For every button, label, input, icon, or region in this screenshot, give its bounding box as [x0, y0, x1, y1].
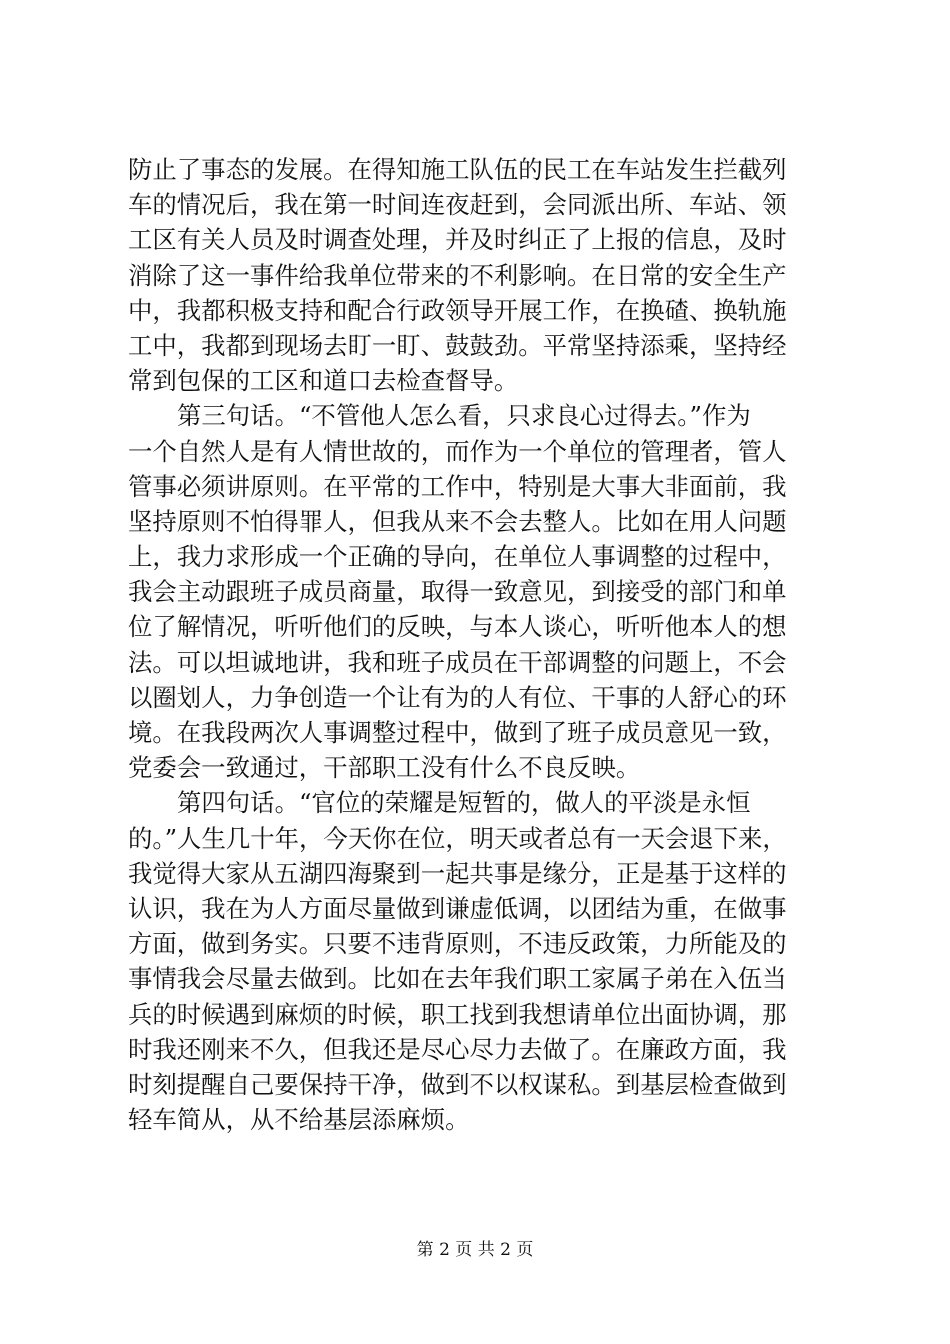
page-number-footer: 第 2 页 共 2 页 [416, 1240, 534, 1260]
text-line: 位了解情况，听听他们的反映，与本人谈心，听听他本人的想 [128, 612, 787, 642]
text-line: 时刻提醒自己要保持干净，做到不以权谋私。到基层检查做到 [128, 1069, 787, 1099]
text-line: 我觉得大家从五湖四海聚到一起共事是缘分，正是基于这样的 [128, 858, 787, 888]
text-line: 兵的时候遇到麻烦的时候，职工找到我想请单位出面协调，那 [128, 999, 787, 1029]
text-line: 防止了事态的发展。在得知施工队伍的民工在车站发生拦截列 [128, 155, 787, 184]
text-line: 我会主动跟班子成员商量，取得一致意见，到接受的部门和单 [128, 577, 787, 607]
paragraph-start-line: 第三句话。“不管他人怎么看，只求良心过得去。”作为 [177, 401, 751, 431]
text-line: 认识，我在为人方面尽量做到谦虚低调，以团结为重，在做事 [128, 893, 787, 923]
text-line: 的。”人生几十年，今天你在位，明天或者总有一天会退下来， [128, 823, 787, 853]
text-line: 坚持原则不怕得罪人，但我从来不会去整人。比如在用人问题 [128, 506, 787, 536]
text-line: 轻车简从，从不给基层添麻烦。 [128, 1105, 470, 1135]
text-line: 管事必须讲原则。在平常的工作中，特别是大事大非面前，我 [128, 471, 787, 501]
text-line: 党委会一致通过，干部职工没有什么不良反映。 [128, 753, 641, 783]
paragraph-start-line: 第四句话。“官位的荣耀是短暂的，做人的平淡是永恒 [177, 788, 751, 818]
text-line: 时我还刚来不久，但我还是尽心尽力去做了。在廉政方面，我 [128, 1034, 787, 1064]
text-line: 工中，我都到现场去盯一盯、鼓鼓劲。平常坚持添乘，坚持经 [128, 330, 787, 360]
text-line: 法。可以坦诚地讲，我和班子成员在干部调整的问题上，不会 [128, 647, 787, 677]
text-line: 境。在我段两次人事调整过程中，做到了班子成员意见一致， [128, 718, 787, 747]
text-line: 方面，做到务实。只要不违背原则，不违反政策，力所能及的 [128, 929, 787, 959]
document-body [128, 152, 858, 1137]
text-line: 以圈划人，力争创造一个让有为的人有位、干事的人舒心的环 [128, 682, 787, 712]
text-line: 车的情况后，我在第一时间连夜赶到，会同派出所、车站、领 [128, 190, 787, 220]
text-line: 常到包保的工区和道口去检查督导。 [128, 366, 519, 396]
text-line: 一个自然人是有人情世故的，而作为一个单位的管理者，管人 [128, 436, 787, 466]
text-line: 中，我都积极支持和配合行政领导开展工作，在换碴、换轨施 [128, 295, 787, 325]
text-line: 事情我会尽量去做到。比如在去年我们职工家属子弟在入伍当 [128, 964, 787, 994]
text-line: 工区有关人员及时调查处理，并及时纠正了上报的信息，及时 [128, 225, 787, 255]
text-line: 上，我力求形成一个正确的导向，在单位人事调整的过程中， [128, 542, 787, 572]
text-line: 消除了这一事件给我单位带来的不利影响。在日常的安全生产 [128, 260, 787, 290]
